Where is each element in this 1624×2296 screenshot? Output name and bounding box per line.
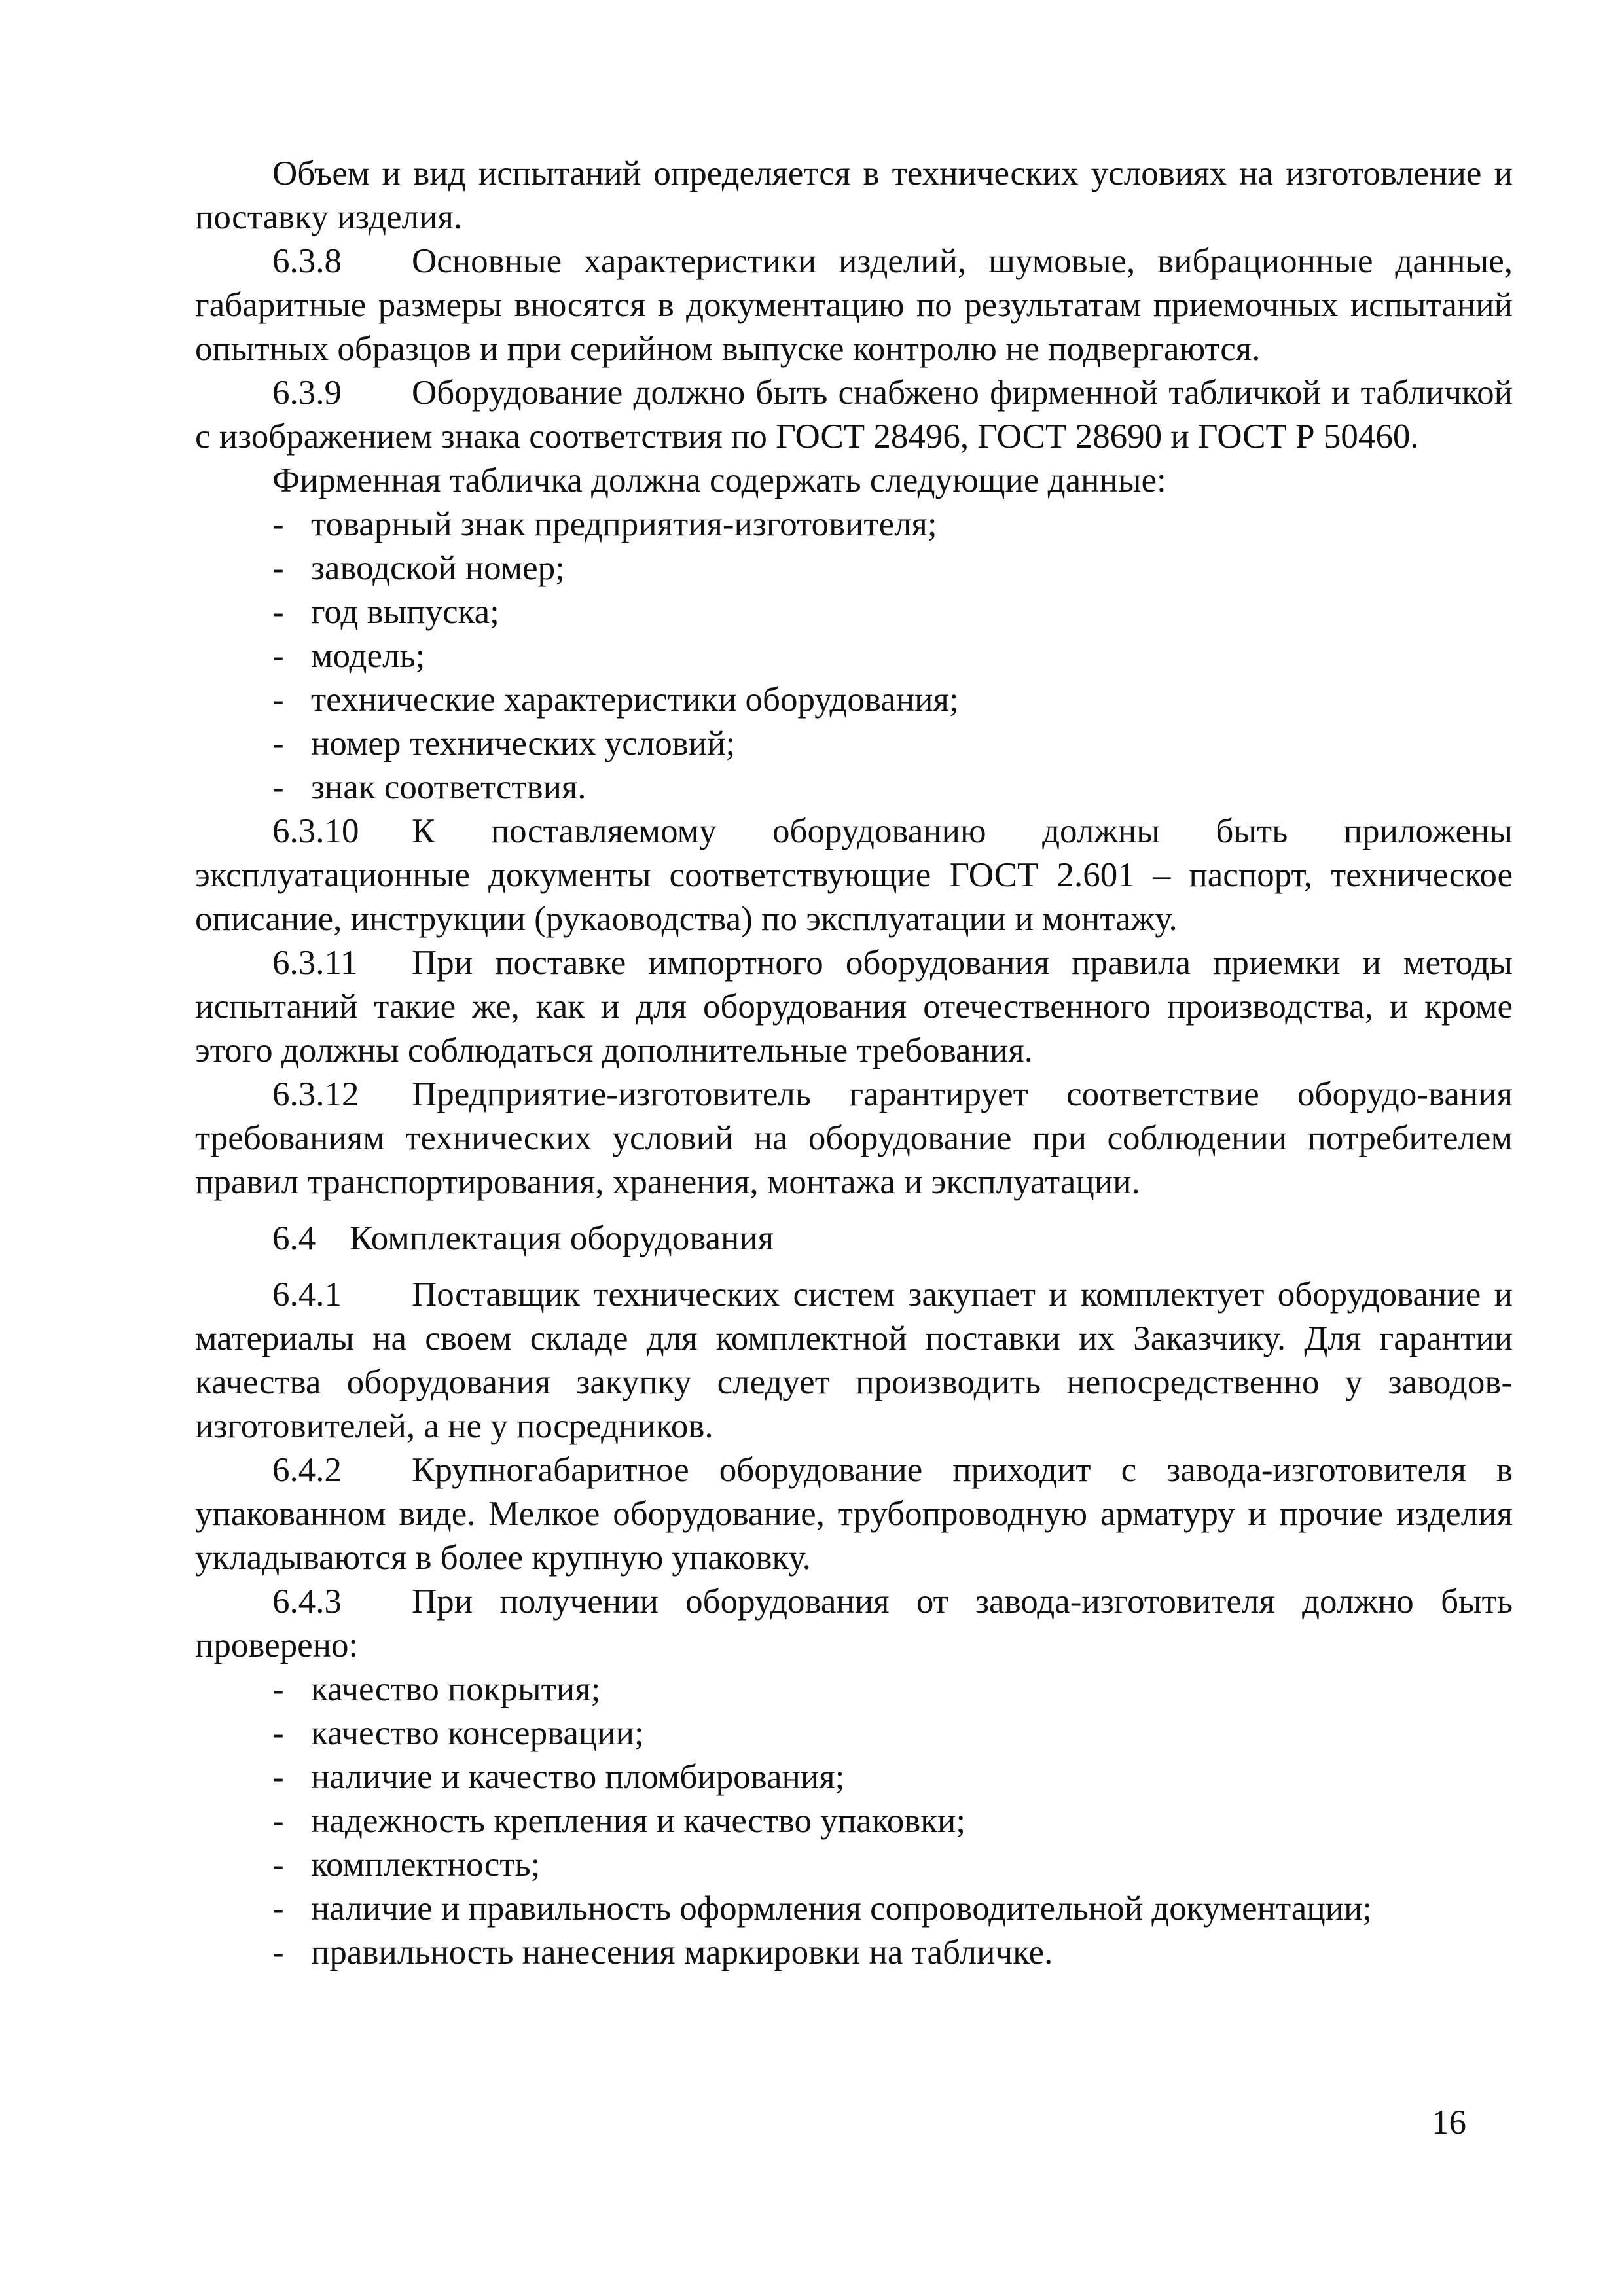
clause-text: Поставщик технических систем закупает и комплектует оборудование и материалы на своем складе для комплектной поставки их Заказчику. Для гарантии качества оборудования закупку следует производить непосредственно у заводов-изготовителей, а не у посредников. — [195, 1276, 1513, 1445]
list-item: - товарный знак предприятия-изготовителя; — [195, 503, 1513, 547]
list-dash: - — [272, 1714, 284, 1752]
list-dash: - — [272, 768, 284, 806]
clause-text: Крупногабаритное оборудование приходит с завода-изготовителя в упакованном виде. Мелкое оборудование, трубопроводную арматуру и прочие изделия укладываются в более крупную упаковку. — [195, 1451, 1513, 1577]
clause-number: 6.3.9 — [272, 374, 342, 412]
paragraph-6-4-3 — [195, 1580, 1513, 1668]
list-dash: - — [272, 549, 284, 587]
list-item: - год выпуска; — [195, 590, 1513, 634]
list-item: - комплектность; — [195, 1843, 1513, 1887]
list-item: - модель; — [195, 634, 1513, 678]
clause-number: 6.3.11 — [272, 944, 358, 982]
paragraph-plate-intro: Фирменная табличка должна содержать следующие данные: — [272, 461, 1166, 499]
list-item: - номер технических условий; — [195, 722, 1513, 766]
list-dash: - — [272, 637, 284, 675]
paragraph-6-3-8 — [195, 240, 1513, 371]
list-item: - качество консервации; — [195, 1712, 1513, 1755]
list-item: - знак соответствия. — [195, 766, 1513, 810]
list-dash: - — [272, 725, 284, 762]
clause-text: Оборудование должно быть снабжено фирменной табличкой и табличкой с изображением знака соответствия по ГОСТ 28496, ГОСТ 28690 и ГОСТ Р 50460. — [195, 374, 1513, 456]
clause-text: Предприятие-изготовитель гарантирует соответствие оборудо-вания требованиям технических условий на оборудование при соблюдении потребителем правил транспортирования, хранения, монтажа и эксплуатации. — [195, 1075, 1513, 1201]
paragraph-6-3-10 — [195, 810, 1513, 941]
paragraph-6-3-9 — [195, 371, 1513, 459]
section-title: Комплектация оборудования — [350, 1219, 774, 1257]
clause-number: 6.3.10 — [272, 812, 359, 850]
list-item: - качество покрытия; — [195, 1668, 1513, 1712]
list-dash: - — [272, 1758, 284, 1796]
paragraph-6-4-2 — [195, 1448, 1513, 1580]
list-item: - наличие и качество пломбирования; — [195, 1755, 1513, 1799]
section-number: 6.4 — [272, 1219, 316, 1257]
clause-text: При получении оборудования от завода-изготовителя должно быть проверено: — [195, 1583, 1513, 1664]
paragraph-6-3-11 — [195, 941, 1513, 1073]
clause-number: 6.3.12 — [272, 1075, 359, 1113]
list-dash: - — [272, 505, 284, 543]
clause-text: Основные характеристики изделий, шумовые, вибрационные данные, габаритные размеры вносятся в документацию по результатам приемочных испытаний опытных образцов и при серийном выпуске контролю не подвергаются. — [195, 242, 1513, 368]
clause-text: К поставляемому оборудованию должны быть приложены эксплуатационные документы соответствующие ГОСТ 2.601 – паспорт, техническое описание, инструкции (рукаоводства) по эксплуатации и монтажу. — [195, 812, 1513, 938]
list-dash: - — [272, 1802, 284, 1840]
list-dash: - — [272, 1933, 284, 1971]
paragraph-6-4-1 — [195, 1273, 1513, 1448]
list-dash: - — [272, 1670, 284, 1708]
list-item: - технические характеристики оборудования; — [195, 678, 1513, 722]
list-item: - наличие и правильность оформления сопроводительной документации; — [195, 1887, 1513, 1931]
clause-number: 6.4.3 — [272, 1583, 342, 1621]
page-content — [195, 152, 1513, 1975]
list-item: - заводской номер; — [195, 547, 1513, 590]
paragraph-6-3-12 — [195, 1073, 1513, 1204]
clause-text: При поставке импортного оборудования правила приемки и методы испытаний такие же, как и для оборудования отечественного производства, и кроме этого должны соблюдаться дополнительные требования. — [195, 944, 1513, 1069]
clause-number: 6.4.1 — [272, 1276, 342, 1314]
plate-data-list — [195, 503, 1513, 810]
list-dash: - — [272, 1846, 284, 1884]
page-number: 16 — [1432, 2104, 1466, 2142]
list-item: - правильность нанесения маркировки на табличке. — [195, 1931, 1513, 1975]
inspection-check-list — [195, 1668, 1513, 1975]
section-heading-6-4 — [195, 1217, 1513, 1261]
list-item: - надежность крепления и качество упаковки; — [195, 1799, 1513, 1843]
list-dash: - — [272, 681, 284, 719]
list-dash: - — [272, 593, 284, 631]
clause-number: 6.3.8 — [272, 242, 342, 280]
clause-number: 6.4.2 — [272, 1451, 342, 1489]
list-dash: - — [272, 1890, 284, 1928]
paragraph-test-scope: Объем и вид испытаний определяется в технических условиях на изготовление и поставку изделия. — [195, 154, 1513, 236]
